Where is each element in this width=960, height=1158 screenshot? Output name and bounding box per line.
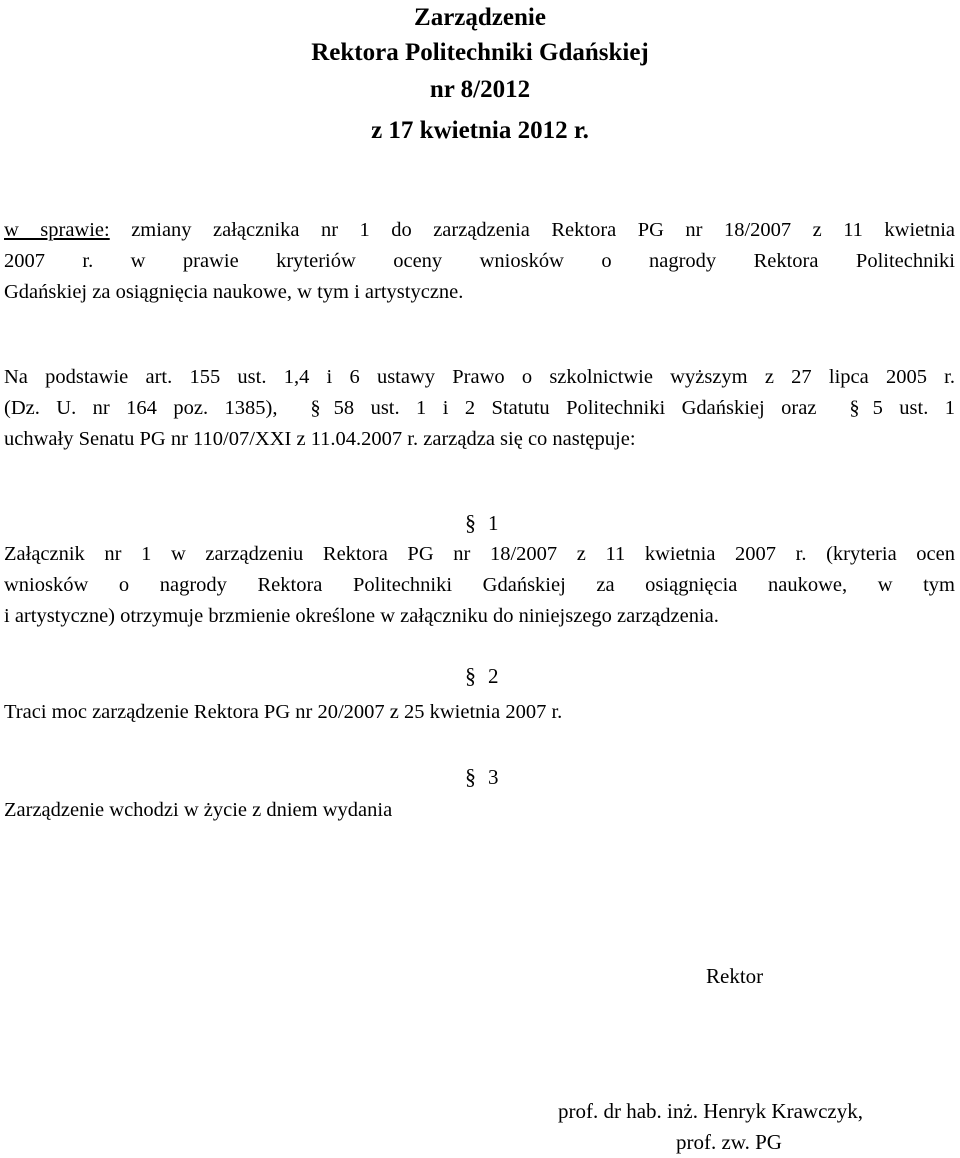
legal-basis-paragraph <box>4 362 955 455</box>
section-1-line-3: i artystyczne) otrzymuje brzmienie określone w załączniku do niniejszego zarządzenia. <box>4 605 719 627</box>
section-sign: § <box>465 663 476 688</box>
signatory-name: prof. dr hab. inż. Henryk Krawczyk, <box>558 1099 863 1123</box>
document-title: Zarządzenie <box>414 4 546 31</box>
subject-line-1 <box>4 215 955 246</box>
legal-basis-resolution: 5 ust. 1 <box>872 397 956 419</box>
legal-basis-line-3: uchwały Senatu PG nr 110/07/XXI z 11.04.2007 r. zarządza się co następuje: <box>4 428 636 450</box>
subject-line-3: Gdańskiej za osiągnięcia naukowe, w tym i artystyczne. <box>4 281 464 303</box>
subject-line-1-text: zmiany załącznika nr 1 do zarządzenia Rektora PG nr 18/2007 z 11 kwietnia <box>109 219 955 241</box>
section-1-line-1: Załącznik nr 1 w zarządzeniu Rektora PG nr 18/2007 z 11 kwietnia 2007 r. (kryteria ocen <box>4 543 955 565</box>
signatory-title: prof. zw. PG <box>676 1130 782 1154</box>
legal-basis-line-2 <box>4 393 955 424</box>
section-1-paragraph <box>4 539 955 632</box>
section-number: 3 <box>488 765 499 789</box>
section-1-heading <box>465 508 499 538</box>
section-2-text: Traci moc zarządzenie Rektora PG nr 20/2007 z 25 kwietnia 2007 r. <box>4 701 563 723</box>
subject-line-2: 2007 r. w prawie kryteriów oceny wniosków o nagrody Rektora Politechniki <box>4 250 955 272</box>
legal-basis-line-1: Na podstawie art. 155 ust. 1,4 i 6 ustawy Prawo o szkolnictwie wyższym z 27 lipca 2005 r. <box>4 366 955 388</box>
section-3-text: Zarządzenie wchodzi w życie z dniem wydania <box>4 799 393 821</box>
signatory-role: Rektor <box>706 964 764 988</box>
legal-basis-citation: (Dz. U. nr 164 poz. 1385), <box>4 397 278 419</box>
subject-paragraph <box>4 215 955 308</box>
section-1-line-2: wniosków o nagrody Rektora Politechniki Gdańskiej za osiągnięcia naukowe, w tym <box>4 574 955 596</box>
subject-label: w sprawie: <box>4 219 110 241</box>
section-3-heading <box>465 762 499 792</box>
order-date: z 17 kwietnia 2012 r. <box>371 117 589 144</box>
order-number: nr 8/2012 <box>429 76 531 103</box>
section-2-heading <box>465 661 499 691</box>
legal-basis-statute: 58 ust. 1 i 2 Statutu Politechniki Gdańskiej oraz <box>333 397 817 419</box>
section-sign: § <box>310 397 321 419</box>
issuer-title: Rektora Politechniki Gdańskiej <box>311 39 649 66</box>
section-number: 2 <box>488 664 499 688</box>
section-sign: § <box>465 764 476 789</box>
section-number: 1 <box>488 511 499 535</box>
section-sign: § <box>849 397 860 419</box>
section-sign: § <box>465 510 476 535</box>
